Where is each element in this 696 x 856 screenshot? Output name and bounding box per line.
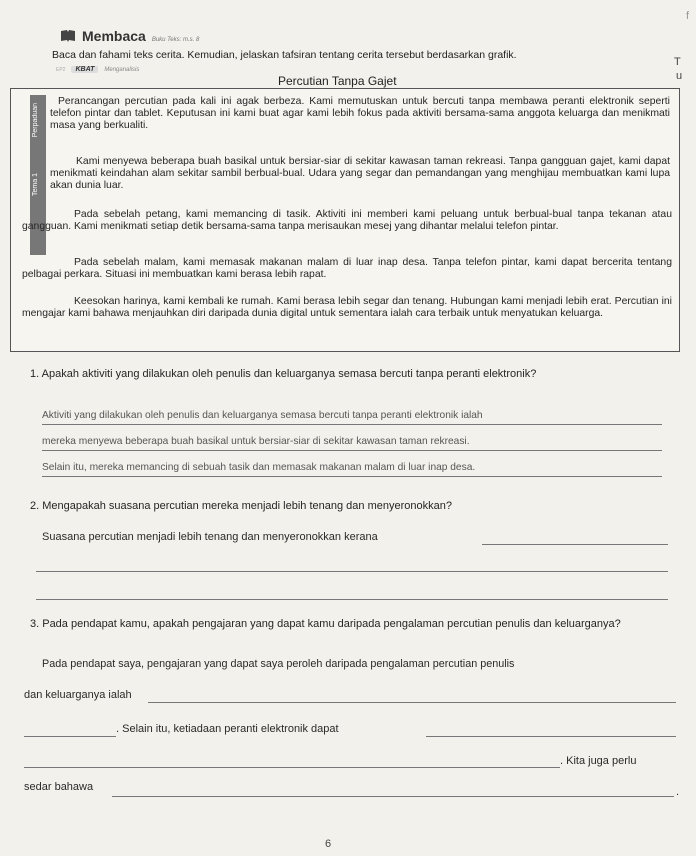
passage-paragraph-5: Keesokan harinya, kami kembali ke rumah. Kami berasa lebih segar dan tenang. Hubungan kami menjadi lebih erat. Percutian ini mengajar kami bahawa menjauhkan diri daripada dunia digital untuk sementara ialah cara terbaik untuk menyatukan keluarga. [22,296,672,319]
kbat-prefix: EP2 [56,66,66,73]
question-3: 3. Pada pendapat kamu, apakah pengajaran yang dapat kamu daripada pengalaman percutian penulis dan keluarganya? [30,618,621,630]
answer-3-prompt-2: dan keluarganya ialah [24,689,132,701]
section-title: Membaca [82,28,146,44]
answer-2-blank-2[interactable] [36,571,668,572]
theme-label-2: Perpaduan [32,103,39,138]
passage-paragraph-2: Kami menyewa beberapa buah basikal untuk bersiar-siar di sekitar kawasan taman rekreasi. Tanpa gangguan gajet, kami dapat menikmati keindahan alam sekitar sambil berbual-bual. Udara yang segar dan pemandangan yang menghijau membuatkan kami lupa akan dunia luar. [50,156,670,191]
answer-1-line-3[interactable]: Selain itu, mereka memancing di sebuah tasik dan memasak makanan malam di luar inap desa. [42,462,662,477]
answer-3-blank-5[interactable] [112,796,674,797]
kbat-subtitle: Menganalisis [104,66,140,73]
question-2: 2. Mengapakah suasana percutian mereka menjadi lebih tenang dan menyeronokkan? [30,500,452,512]
answer-2-blank-1[interactable] [482,544,668,545]
instruction: Baca dan fahami teks cerita. Kemudian, jelaskan tafsiran tentang cerita tersebut berdasarkan grafik. [52,49,517,61]
theme-label-1: Tema 1 [32,173,39,196]
side-mark-2: u [676,70,683,82]
answer-2-prompt: Suasana percutian menjadi lebih tenang dan menyeronokkan kerana [42,531,378,543]
header [62,28,199,44]
answer-3-prompt-5: sedar bahawa [24,781,94,793]
side-mark-3: f [686,10,690,22]
answer-2-blank-3[interactable] [36,599,668,600]
answer-3-blank-4[interactable] [24,767,560,768]
answer-3-blank-2[interactable] [24,736,116,737]
kbat-label [56,66,139,73]
answer-3-prompt-1: Pada pendapat saya, pengajaran yang dapat saya peroleh daripada pengalaman percutian penulis [42,658,515,670]
answer-1-line-1[interactable]: Aktiviti yang dilakukan oleh penulis dan keluarganya semasa bercuti tanpa peranti elektronik ialah [42,410,662,425]
passage-paragraph-3: Pada sebelah petang, kami memancing di tasik. Aktiviti ini memberi kami peluang untuk berbual-bual tanpa tekanan atau gangguan. Kami menikmati setiap detik bersama-sama tanpa merisaukan mesej yang dihantar melalui telefon pintar. [22,209,672,232]
answer-3-end-dot: . [676,786,680,798]
side-mark: T [674,56,681,68]
answer-3-prompt-3: . Selain itu, ketiadaan peranti elektronik dapat [116,723,339,735]
passage-paragraph-4: Pada sebelah malam, kami memasak makanan malam di luar inap desa. Tanpa telefon pintar, kami dapat bercerita tentang pelbagai perkara. Situasi ini membuatkan kami berasa lebih rapat. [22,257,672,280]
kbat-badge: KBAT [71,66,98,73]
answer-3-blank-3[interactable] [426,736,676,737]
page-number: 6 [325,838,332,850]
question-1: 1. Apakah aktiviti yang dilakukan oleh penulis dan keluarganya semasa bercuti tanpa peranti elektronik? [30,368,537,380]
answer-3-prompt-4: . Kita juga perlu [560,755,637,767]
answer-3-blank-1[interactable] [148,702,676,703]
answer-1-line-2[interactable]: mereka menyewa beberapa buah basikal untuk bersiar-siar di sekitar kawasan taman rekreasi. [42,436,662,451]
book-reference: Buku Teks: m.s. 8 [151,37,200,43]
passage-paragraph-1: Perancangan percutian pada kali ini agak berbeza. Kami memutuskan untuk bercuti tanpa membawa peranti elektronik seperti telefon pintar dan tablet. Keputusan ini kami buat agar kami lebih fokus pada aktiviti bersama-sama anggota keluarga dan menikmati masa yang berkualiti. [50,96,670,131]
passage-title: Percutian Tanpa Gajet [278,74,397,88]
